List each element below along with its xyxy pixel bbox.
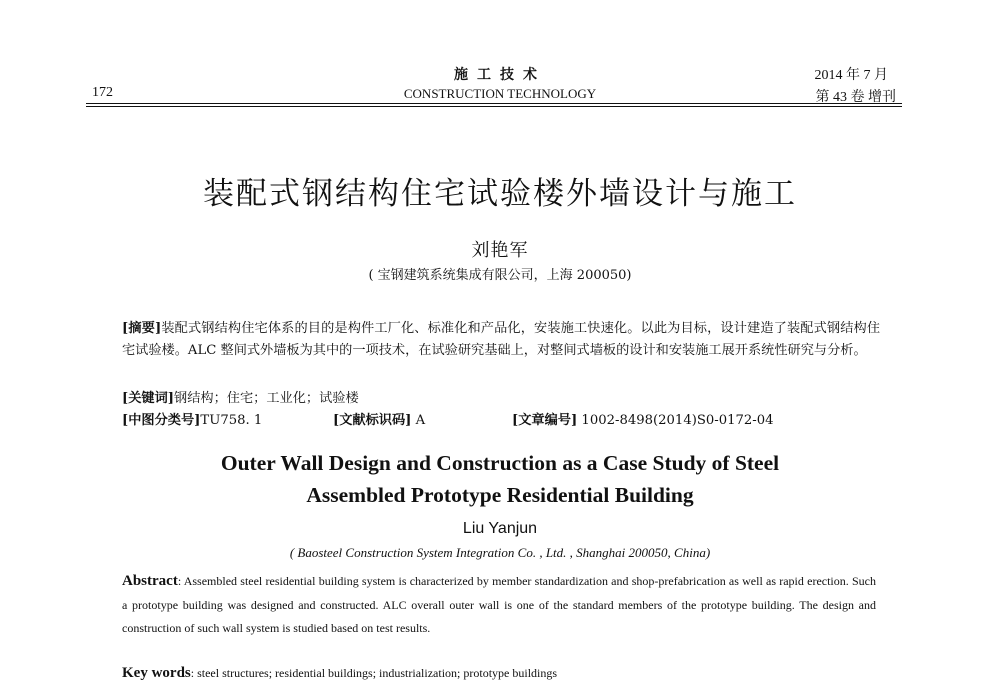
keywords-cn-label: [关键词] bbox=[122, 391, 175, 406]
keywords-en bbox=[122, 665, 557, 682]
paper-title-cn: 装配式钢结构住宅试验楼外墙设计与施工 bbox=[203, 176, 797, 212]
header-rule-bottom bbox=[86, 106, 902, 107]
abstract-cn-text: 装配式钢结构住宅体系的目的是构件工厂化、标准化和产品化，安装施工快速化。以此为目标，设计建造了装配式钢结构住宅试验楼。ALC 整间式外墙板为其中的一项技术，在试验研究基础上，对整间式墙板的设计和安装施工展开系统性研究与分析。 bbox=[122, 321, 881, 358]
issue-date: 2014 年 7 月 bbox=[814, 68, 888, 83]
issue-volume: 第 43 卷 增刊 bbox=[815, 90, 896, 105]
document-code-label: [文献标识码] bbox=[333, 413, 412, 428]
clc-value: TU758. 1 bbox=[200, 413, 263, 428]
keywords-en-label: Key words bbox=[122, 665, 191, 681]
author-en: Liu Yanjun bbox=[462, 520, 538, 537]
article-number-value: 1002-8498(2014)S0-0172-04 bbox=[577, 413, 774, 428]
abstract-cn-label: [摘要] bbox=[122, 321, 162, 336]
abstract-en-label: Abstract bbox=[122, 573, 178, 589]
journal-name-cn: 施工技术 bbox=[454, 67, 546, 83]
clc-label: [中图分类号] bbox=[122, 413, 201, 428]
affiliation-en: ( Baosteel Construction System Integration Co. , Ltd. , Shanghai 200050, China) bbox=[289, 545, 711, 560]
abstract-cn bbox=[122, 318, 880, 362]
article-number bbox=[512, 409, 774, 428]
paper-title-en bbox=[0, 447, 1000, 511]
author-cn: 刘艳军 bbox=[471, 240, 529, 261]
affiliation-cn: ( 宝钢建筑系统集成有限公司，上海 200050) bbox=[368, 268, 632, 283]
keywords-en-text: : steel structures; residential buildings; industrialization; prototype buildings bbox=[190, 666, 558, 680]
article-number-label: [文章编号] bbox=[512, 413, 578, 428]
clc-number bbox=[122, 409, 262, 428]
header-rule-top bbox=[86, 103, 902, 104]
abstract-en bbox=[122, 570, 876, 641]
journal-name-en: CONSTRUCTION TECHNOLOGY bbox=[403, 86, 597, 101]
keywords-cn bbox=[122, 387, 359, 406]
paper-title-en-text: Outer Wall Design and Construction as a Case Study of Steel Assembled Prototype Residential Building bbox=[220, 451, 780, 507]
document-code-value: A bbox=[411, 413, 426, 428]
keywords-cn-text: 钢结构；住宅；工业化；试验楼 bbox=[174, 391, 359, 406]
document-code bbox=[333, 409, 425, 428]
page-number: 172 bbox=[92, 85, 113, 100]
abstract-en-text: : Assembled steel residential building system is characterized by member standardization and shop-prefabrication as well as rapid erection. Such a prototype building was designed and constructed. ALC overall outer wall is one of the standard members of the prototype building. The design and construction of such wall system is studied based on test results. bbox=[122, 574, 876, 635]
